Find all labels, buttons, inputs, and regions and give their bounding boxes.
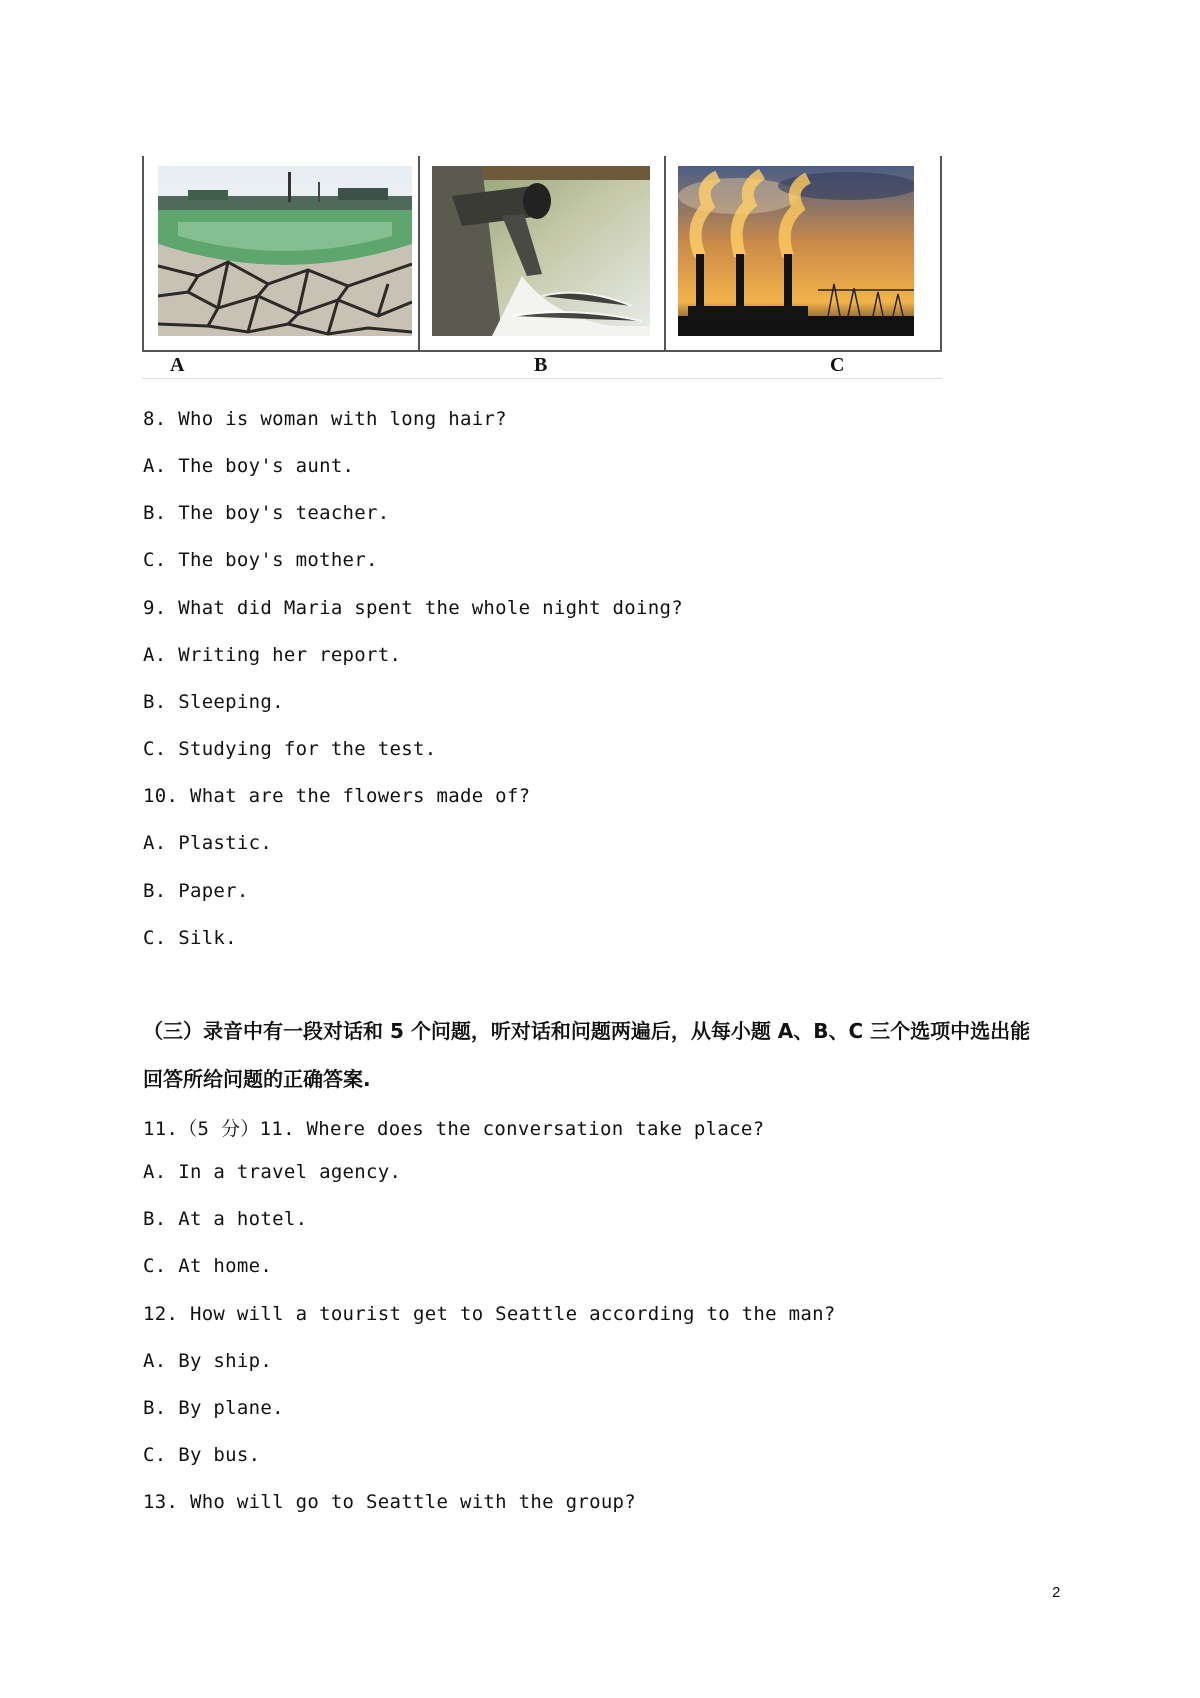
- answer-option: C. By bus.: [143, 1444, 261, 1466]
- cracked-lakebed-image: [158, 166, 412, 336]
- answer-option: B. The boy's teacher.: [143, 502, 390, 524]
- answer-option: C. At home.: [143, 1255, 273, 1277]
- answer-option: A. Plastic.: [143, 832, 273, 854]
- question-stem: 9. What did Maria spent the whole night doing?: [143, 597, 683, 619]
- figure-label-a: A: [170, 354, 185, 376]
- answer-option: B. By plane.: [143, 1397, 284, 1419]
- section-instruction: [143, 1007, 1073, 1103]
- question-stem: 10. What are the flowers made of?: [143, 785, 531, 807]
- figure-label-b: B: [534, 354, 548, 376]
- question-stem: 12. How will a tourist get to Seattle according to the man?: [143, 1303, 836, 1325]
- page-number: 2: [1052, 1584, 1061, 1601]
- sewage-pipe-image: [432, 166, 650, 336]
- section-instruction-line: （三）录音中有一段对话和 5 个问题，听对话和问题两遍后，从每小题 A、B、C 三个选项中选出能: [143, 1019, 1031, 1043]
- answer-option: C. Silk.: [143, 927, 237, 949]
- figure-label-c: C: [830, 354, 845, 376]
- answer-option: C. The boy's mother.: [143, 549, 378, 571]
- section-instruction-line: 回答所给问题的正确答案.: [143, 1067, 371, 1091]
- picture-options-figure: [142, 156, 942, 380]
- answer-option: A. The boy's aunt.: [143, 455, 355, 477]
- answer-option: A. Writing her report.: [143, 644, 402, 666]
- figure-divider: [664, 156, 666, 352]
- figure-baseline: [142, 378, 942, 379]
- answer-option: C. Studying for the test.: [143, 738, 437, 760]
- answer-option: A. By ship.: [143, 1350, 273, 1372]
- answer-option: B. Sleeping.: [143, 691, 284, 713]
- answer-option: A. In a travel agency.: [143, 1161, 402, 1183]
- answer-option: B. At a hotel.: [143, 1208, 308, 1230]
- answer-option: B. Paper.: [143, 880, 249, 902]
- figure-divider: [418, 156, 420, 352]
- question-stem: 8. Who is woman with long hair?: [143, 408, 507, 430]
- question-stem: 11.（5 分）11. Where does the conversation take place?: [143, 1118, 765, 1140]
- question-stem: 13. Who will go to Seattle with the group?: [143, 1491, 637, 1513]
- smokestacks-image: [678, 166, 914, 336]
